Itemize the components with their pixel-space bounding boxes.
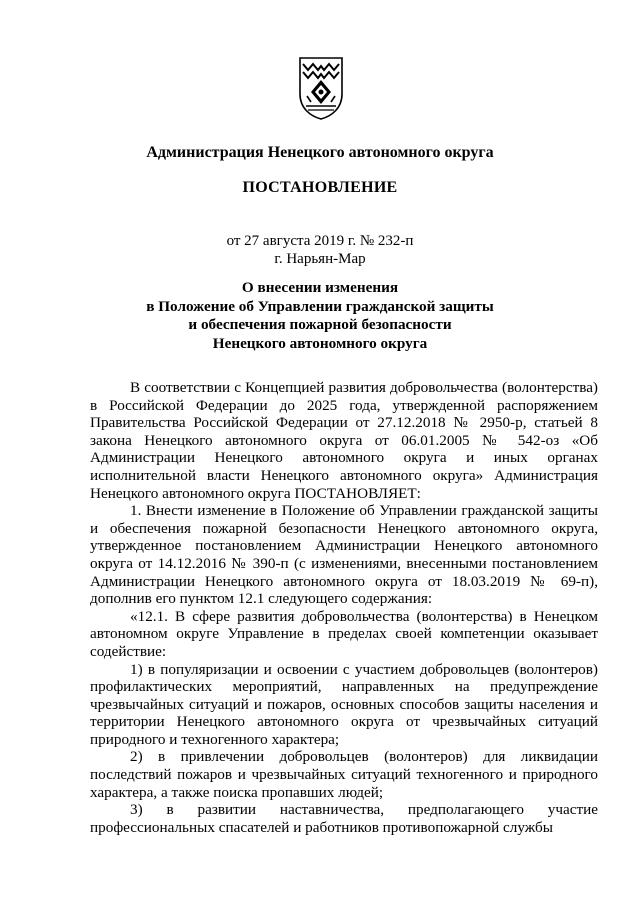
date-number: от 27 августа 2019 г. № 232-п <box>226 233 414 249</box>
title-line: О внесении изменения <box>241 279 399 296</box>
organization-name: Администрация Ненецкого автономного округа <box>146 144 494 161</box>
clause-1-paragraph: 1. Внести изменение в Положение об Управлении гражданской защиты и обеспечения пожарной безопасности Ненецкого автономного округа, утвержденное постановлением Администрации Ненецкого автономного округа от 14.12.2016 № 390-п (с изменениями, внесенными постановлением Администрации Ненецкого автономного округа от 18.03.2019 № 69-п), дополнив его пунктом 12.1 следующего содержания: <box>90 502 598 608</box>
subclause-1-paragraph: 1) в популяризации и освоении с участием добровольцев (волонтеров) профилактических мероприятий, направленных на предупреждение чрезвычайных ситуаций и пожаров, основных способов защиты населения и территории Ненецкого автономного округа от чрезвычайных ситуаций природного и техногенного характера; <box>90 660 598 748</box>
subclause-2-paragraph: 2) в привлечении добровольцев (волонтеров) для ликвидации последствий пожаров и чрезвычайных ситуаций техногенного и природного характера, а также поиска пропавших людей; <box>90 748 598 801</box>
document-title <box>0 279 640 353</box>
place: г. Нарьян-Мар <box>274 251 366 267</box>
preamble-paragraph: В соответствии с Концепцией развития добровольчества (волонтерства) в Российской Федерации до 2025 года, утвержденной распоряжением Правительства Российской Федерации от 27.12.2018 № 2950-р, статьей 8 закона Ненецкого автономного округа от 06.01.2005 № 542-оз «Об Администрации Ненецкого автономного округа и иных органах исполнительной власти Ненецкого автономного округа» Администрация Ненецкого автономного округа ПОСТАНОВЛЯЕТ: <box>90 379 598 502</box>
subclause-3-paragraph: 3) в развитии наставничества, предполагающего участие профессиональных спасателей и работников противопожарной службы <box>90 801 598 836</box>
clause-12-1-paragraph: «12.1. В сфере развития добровольчества (волонтерства) в Ненецком автономном округе Управление в пределах своей компетенции оказывает содействие: <box>90 607 598 660</box>
title-line: в Положение об Управлении гражданской защиты <box>146 297 494 315</box>
document-type: ПОСТАНОВЛЕНИЕ <box>242 179 398 196</box>
nenets-coat-of-arms-icon <box>298 56 344 120</box>
title-line: и обеспечения пожарной безопасности <box>188 316 452 333</box>
document-body <box>90 379 598 836</box>
title-line: Ненецкого автономного округа <box>212 334 428 352</box>
document-meta <box>0 232 640 268</box>
